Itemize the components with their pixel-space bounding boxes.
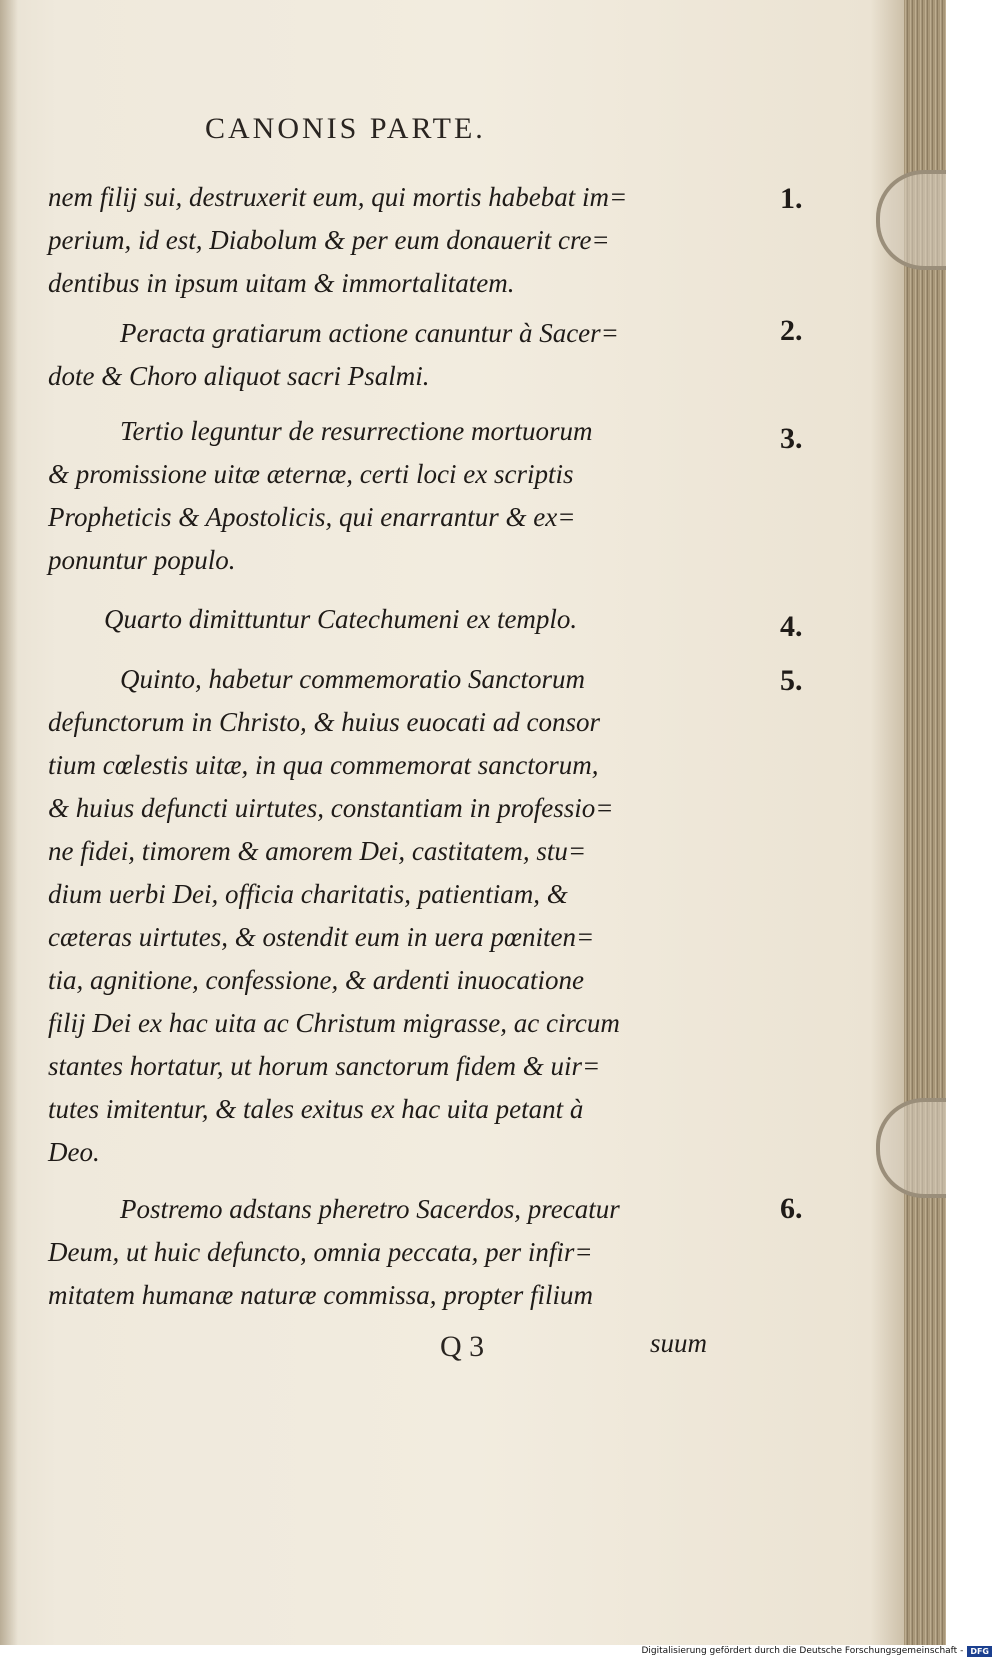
text-line: dentibus in ipsum uitam & immortalitatem.	[48, 268, 515, 298]
signature-mark: Q 3	[440, 1330, 485, 1363]
text-line: tia, agnitione, confessione, & ardenti inuocatione	[48, 965, 584, 995]
text-line: Propheticis & Apostolicis, qui enarrantur & ex=	[48, 502, 576, 532]
text-line: Quarto dimittuntur Catechumeni ex templo.	[104, 604, 578, 634]
paragraph-1	[48, 176, 728, 305]
text-line: Peracta gratiarum actione canuntur à Sacer=	[120, 318, 619, 348]
text-line: perium, id est, Diabolum & per eum donauerit cre=	[48, 225, 610, 255]
digitization-credit	[641, 1645, 992, 1657]
paragraph-2	[48, 312, 728, 398]
catchword: suum	[650, 1328, 708, 1358]
text-line: tutes imitentur, & tales exitus ex hac uita petant à	[48, 1094, 584, 1124]
text-line: stantes hortatur, ut horum sanctorum fidem & uir=	[48, 1051, 601, 1081]
text-line: ne fidei, timorem & amorem Dei, castitatem, stu=	[48, 836, 587, 866]
text-line: & promissione uitæ æternæ, certi loci ex scriptis	[48, 459, 574, 489]
text-line: cæteras uirtutes, & ostendit eum in uera pœniten=	[48, 922, 595, 952]
paragraph-4	[48, 598, 728, 641]
running-header: CANONIS PARTE.	[205, 112, 486, 145]
text-line: nem filij sui, destruxerit eum, qui mortis habebat im=	[48, 182, 628, 212]
margin-number-4: 4.	[780, 610, 803, 643]
text-line: dium uerbi Dei, officia charitatis, patientiam, &	[48, 879, 568, 909]
text-line: filij Dei ex hac uita ac Christum migrasse, ac circum	[48, 1008, 620, 1038]
clip-bottom	[876, 1098, 946, 1198]
text-line: & huius defuncti uirtutes, constantiam in professio=	[48, 793, 614, 823]
text-line: Deo.	[48, 1137, 100, 1167]
margin-number-6: 6.	[780, 1192, 803, 1225]
text-line: Quinto, habetur commemoratio Sanctorum	[120, 664, 585, 694]
clip-top	[876, 170, 946, 270]
text-line: dote & Choro aliquot sacri Psalmi.	[48, 361, 430, 391]
paragraph-5	[48, 658, 728, 1174]
margin-number-3: 3.	[780, 422, 803, 455]
paragraph-3	[48, 410, 728, 582]
text-line: Postremo adstans pheretro Sacerdos, precatur	[120, 1194, 620, 1224]
gutter-shadow	[0, 0, 18, 1645]
text-line: ponuntur populo.	[48, 545, 236, 575]
paragraph-6	[48, 1188, 728, 1317]
credit-text: Digitalisierung gefördert durch die Deutsche Forschungsgemeinschaft -	[641, 1646, 964, 1656]
text-line: defunctorum in Christo, & huius euocati ad consor	[48, 707, 600, 737]
text-line: Tertio leguntur de resurrectione mortuorum	[120, 416, 593, 446]
margin-number-2: 2.	[780, 314, 803, 347]
text-line: tium cœlestis uitæ, in qua commemorat sanctorum,	[48, 750, 599, 780]
text-line: mitatem humanæ naturæ commissa, propter filium	[48, 1280, 594, 1310]
dfg-logo-icon: DFG	[967, 1646, 992, 1657]
margin-number-1: 1.	[780, 182, 803, 215]
margin-number-5: 5.	[780, 664, 803, 697]
text-line: Deum, ut huic defuncto, omnia peccata, per infir=	[48, 1237, 593, 1267]
